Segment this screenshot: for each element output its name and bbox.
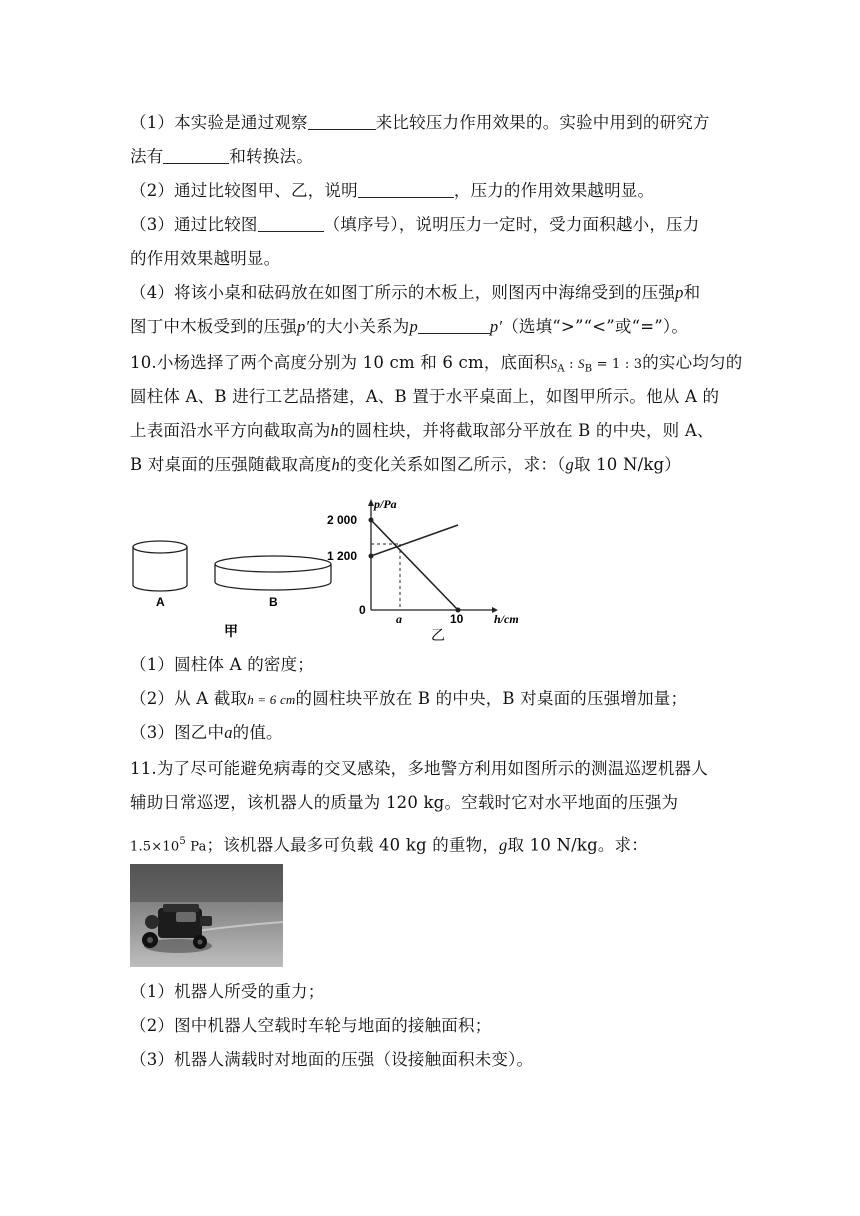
text: 圆柱体 A、B 进行工艺品搭建，A、B 置于水平桌面上，如图甲所示。他从 A 的 [130,387,720,406]
text: 辅助日常巡逻，该机器人的质量为 120 kg。空载时它对水平地面的压强为 [130,793,679,812]
answer-blank[interactable] [163,146,229,164]
q11-line1 [130,757,708,781]
q10-sub3 [130,721,283,745]
tick-2000: 2 000 [327,513,358,527]
tick-10: 10 [450,612,464,626]
text: （1）机器人所受的重力； [130,982,325,1001]
q9-part2 [130,179,654,203]
q11-sub2 [130,1014,491,1038]
series-b-line [371,525,458,556]
answer-blank[interactable] [358,180,454,198]
q10-line1 [130,351,742,382]
label-a: A [156,595,165,609]
text: 11.为了尽可能避免病毒的交叉感染，多地警方利用如图所示的测温巡逻机器人 [130,759,708,778]
text: （3）机器人满载时对地面的压强（设接触面积未变）。 [130,1050,534,1069]
text: 的大小关系为 [309,317,410,336]
text: 法有 [130,147,164,166]
subscript: B [584,363,593,375]
q11-sub3 [130,1048,533,1072]
text: 的变化关系如图乙所示，求：（ [339,455,566,474]
formula: h = 6 cm [247,692,296,707]
answer-blank[interactable] [308,112,376,130]
text: 来比较压力作用效果的。实验中用到的研究方 [375,113,710,132]
caption-jia: 甲 [224,624,238,640]
formula: = 1 : 3 [592,357,643,372]
q11-line2 [130,791,678,815]
text: （3）通过比较图 [130,215,258,234]
point-2000 [369,518,374,523]
text: 10.小杨选择了两个高度分别为 10 cm 和 6 cm，底面积 [130,353,551,372]
formula: S [578,356,585,371]
text: 的圆柱块平放在 B 的中央，B 对桌面的压强增加量； [295,689,688,708]
cylinder-b [215,556,331,590]
caption-yi: 乙 [431,628,445,644]
y-axis-label: p/Pa [374,498,397,511]
tick-0: 0 [359,603,366,617]
series-a-line [371,520,458,610]
variable: h [331,455,340,474]
text: 和 [683,283,701,302]
text: 的作用效果越明显。 [130,249,281,268]
q10-sub2 [130,687,687,712]
text: （4）将该小桌和砝码放在如图丁所示的木板上，则图丙中海绵受到的压强 [130,283,676,302]
formula: 1.5×10 [130,839,180,855]
point-1200 [369,554,374,559]
tick-1200: 1 200 [327,549,358,563]
text: 取 10 N/kg） [573,455,681,474]
variable: p [409,317,418,336]
formula: Pa [185,839,207,855]
formula: S [550,356,558,371]
text: （填序号），说明压力一定时，受力面积越小，压力 [323,215,700,234]
variable: g [565,455,574,474]
q9-part1-line1 [130,111,710,135]
figure-cylinders-and-graph [128,498,548,648]
cylinder-a [133,541,187,591]
text: B 对桌面的压强随截取高度 [130,455,332,474]
answer-blank[interactable] [258,214,324,232]
variable: a [224,723,233,742]
text: （1）本实验是通过观察 [130,113,308,132]
q10-line2 [130,385,719,409]
text: 图丁中木板受到的压强 [130,317,297,336]
text: ；该机器人最多可负载 40 kg 的重物， [206,835,500,855]
text: 的实心均匀的 [642,353,743,372]
q9-part4-line1 [130,281,700,305]
superscript: 5 [179,836,186,847]
text: （2）通过比较图甲、乙，说明 [130,181,358,200]
variable: p′ [297,317,310,336]
text: （2）从 A 截取 [130,689,248,708]
text: （2）图中机器人空载时车轮与地面的接触面积； [130,1016,492,1035]
text: （选填“>”“<”或“=”）。 [502,317,689,336]
pressure-graph [327,498,519,644]
q9-part1-line2 [130,145,313,169]
q9-part3-line1 [130,213,699,237]
q10-sub1 [130,653,314,677]
text: （3）图乙中 [130,723,225,742]
subscript: A [557,363,565,375]
text: 上表面沿水平方向截取高为 [130,421,331,440]
formula: : [564,357,579,372]
q9-part4-line2 [130,315,688,339]
robot-photo [130,864,283,967]
text: （1）圆柱体 A 的密度； [130,655,315,674]
label-b: B [269,595,278,609]
variable: h [330,421,339,440]
text: 的圆柱块，并将截取部分平放在 B 的中央，则 A、 [338,421,714,440]
text: 和转换法。 [229,147,313,166]
q10-line4 [130,453,681,477]
text: ，压力的作用效果越明显。 [453,181,655,200]
tick-a: a [396,612,402,626]
q11-sub1 [130,980,324,1004]
variable: g [499,835,508,855]
x-axis-label: h/cm [494,612,519,626]
variable: p [675,283,684,302]
q11-line3 [130,830,648,860]
text: 取 10 N/kg。求： [507,835,648,855]
answer-blank[interactable] [418,316,490,334]
q9-part3-line2 [130,247,280,271]
q10-line3 [130,419,714,443]
variable: p′ [489,317,503,336]
text: 的值。 [232,723,283,742]
